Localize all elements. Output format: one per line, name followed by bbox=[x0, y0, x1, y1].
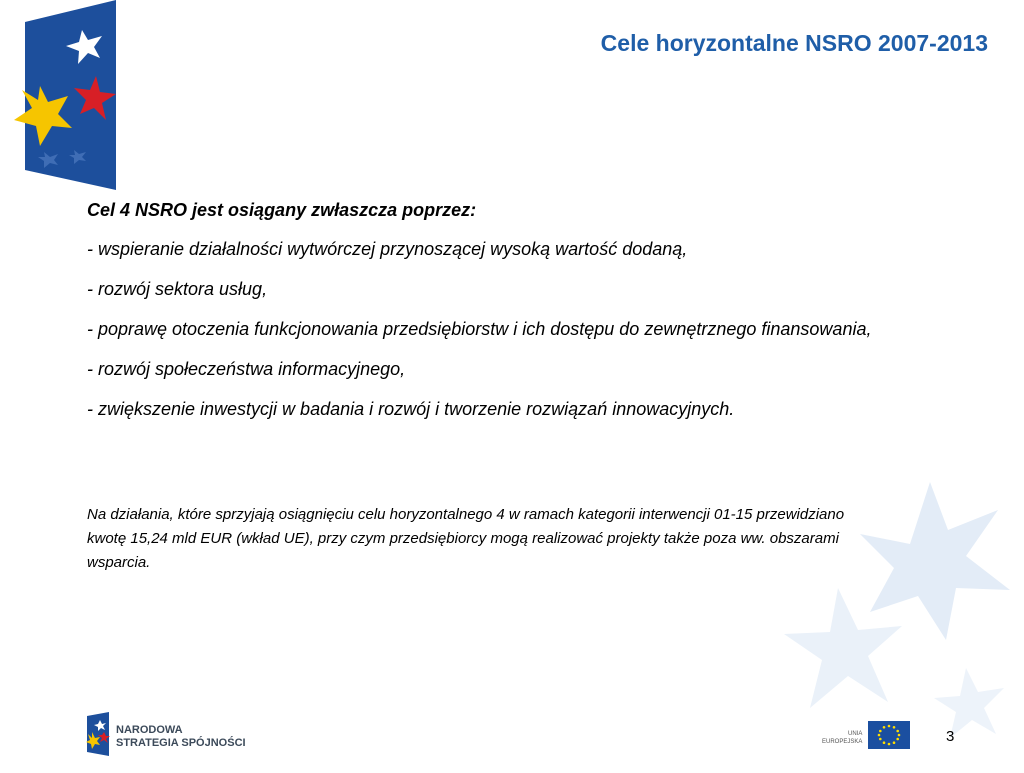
page-title: Cele horyzontalne NSRO 2007-2013 bbox=[600, 30, 988, 56]
list-item: - rozwój społeczeństwa informacyjnego, bbox=[87, 359, 406, 379]
nss-footer-logo-icon bbox=[84, 712, 110, 761]
eu-logo bbox=[822, 721, 910, 754]
list-item: - rozwój sektora usług, bbox=[87, 279, 268, 299]
footer-logo-text bbox=[116, 724, 246, 750]
list-item: - zwiększenie inwestycji w badania i rozwój i tworzenie rozwiązań innowacyjnych. bbox=[87, 399, 735, 419]
eu-text bbox=[822, 730, 862, 746]
eu-flag-icon bbox=[868, 721, 910, 754]
nss-logo-icon bbox=[0, 0, 120, 197]
list-item: - poprawę otoczenia funkcjonowania przedsiębiorstw i ich dostępu do zewnętrznego finansowania, bbox=[87, 319, 872, 339]
footer-logo bbox=[84, 712, 246, 761]
page-number: 3 bbox=[946, 728, 955, 745]
note-text: Na działania, które sprzyjają osiągnięciu celu horyzontalnego 4 w ramach kategorii interwencji 01-15 przewidziano kwotę 15,24 mld EUR (wkład UE), przy czym przedsiębiorcy mogą realizować projekty także poza ww. obszarami wsparcia. bbox=[87, 506, 845, 571]
eu-text-line2: EUROPEJSKA bbox=[822, 738, 863, 745]
lead-text: Cel 4 NSRO jest osiągany zwłaszcza poprzez: bbox=[87, 200, 477, 220]
list-item: - wspieranie działalności wytwórczej przynoszącej wysoką wartość dodaną, bbox=[87, 239, 688, 259]
footer-logo-line1: NARODOWA bbox=[116, 723, 183, 736]
footer-logo-line2: STRATEGIA SPÓJNOŚCI bbox=[116, 736, 246, 749]
eu-text-line1: UNIA bbox=[848, 730, 863, 737]
slide-content bbox=[87, 198, 877, 575]
